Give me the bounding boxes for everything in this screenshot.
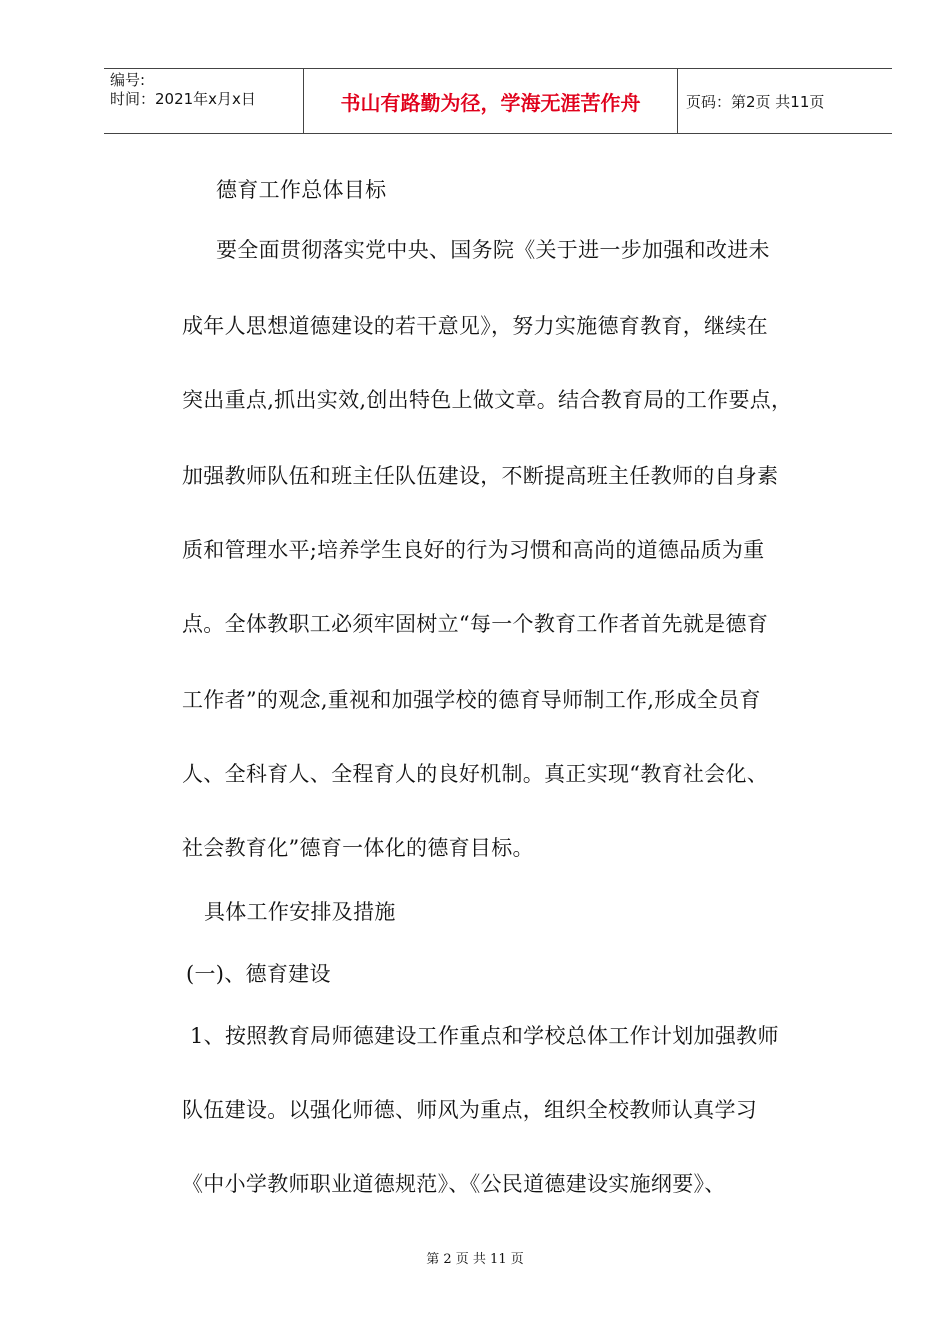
page-header <box>104 68 892 134</box>
section-heading-goal: 德育工作总体目标 <box>216 178 387 202</box>
paragraph-line: 1、按照教育局师德建设工作重点和学校总体工作计划加强教师 <box>190 1024 779 1048</box>
paragraph-line: 工作者”的观念,重视和加强学校的德育导师制工作,形成全员育 <box>182 688 761 712</box>
header-info-cell <box>104 69 304 133</box>
page-footer: 第 2 页 共 11 页 <box>426 1252 524 1267</box>
date-label: 时间：2021年x月x日 <box>110 90 256 108</box>
paragraph-line: 要全面贯彻落实党中央、国务院《关于进一步加强和改进未 <box>216 238 770 262</box>
paragraph-line: 点。全体教职工必须牢固树立“每一个教育工作者首先就是德育 <box>182 612 769 636</box>
section-heading-measures: 具体工作安排及措施 <box>204 900 396 924</box>
paragraph-line: 社会教育化”德育一体化的德育目标。 <box>182 836 534 860</box>
paragraph-line: 《中小学教师职业道德规范》、《公民道德建设实施纲要》、 <box>182 1172 726 1196</box>
paragraph-line: 队伍建设。以强化师德、师风为重点，组织全校教师认真学习 <box>182 1098 758 1122</box>
subsection-heading: (一)、德育建设 <box>186 962 331 986</box>
paragraph-line: 加强教师队伍和班主任队伍建设，不断提高班主任教师的自身素 <box>182 464 779 488</box>
header-motto: 书山有路勤为径，学海无涯苦作舟 <box>304 69 678 133</box>
paragraph-line: 质和管理水平;培养学生良好的行为习惯和高尚的道德品质为重 <box>182 538 765 562</box>
paragraph-line: 人、全科育人、全程育人的良好机制。真正实现“教育社会化、 <box>182 762 769 786</box>
number-label: 编号: <box>110 71 146 89</box>
header-page-label: 页码：第2页 共11页 <box>686 92 825 111</box>
paragraph-line: 突出重点,抓出实效,创出特色上做文章。结合教育局的工作要点， <box>182 388 793 412</box>
paragraph-line: 成年人思想道德建设的若干意见》，努力实施德育教育，继续在 <box>182 314 768 338</box>
